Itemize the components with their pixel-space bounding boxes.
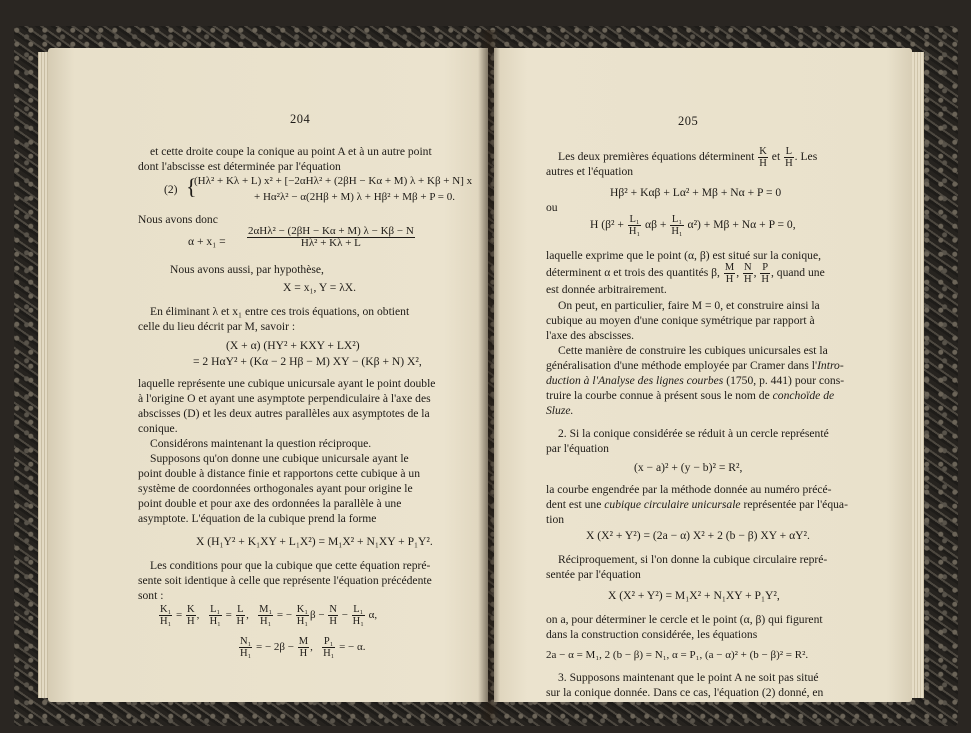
numerator: N bbox=[743, 262, 752, 273]
text-span: α²) + Mβ + Nα + P = 0, bbox=[687, 218, 796, 232]
text-line: sur la conique donnée. Dans ce cas, l'équation (2) donné, en bbox=[546, 686, 824, 699]
text-line: ou bbox=[546, 201, 558, 214]
numerator: L₁ bbox=[210, 604, 221, 615]
equation: X (X² + Y²) = (2a − α) X² + 2 (b − β) XY + αY². bbox=[586, 529, 810, 542]
equation-fraction bbox=[246, 226, 416, 249]
denominator: H bbox=[785, 158, 793, 169]
denominator: H₁ bbox=[352, 616, 364, 627]
book-spine-shadow bbox=[478, 30, 500, 720]
equation-fractions-row: $\frac{\text{N₁}}{\text{H₁}}$ = − 2β − $\frac{M}{H}$ , $\frac{\text{P₁}}{\text{H₁}}$ = − α. bbox=[240, 636, 366, 659]
text-span: . Les bbox=[794, 150, 818, 164]
text-line: Cette manière de construire les cubiques unicursales est la bbox=[558, 344, 828, 357]
text-line: à l'origine O et ayant une asymptote perpendiculaire à l'axe des bbox=[138, 392, 431, 405]
text-line: dans la construction considérée, les équations bbox=[546, 628, 758, 641]
numerator: L₁ bbox=[629, 214, 640, 225]
text-span: déterminent α et trois des quantités β, bbox=[546, 266, 720, 280]
text-line: par l'équation bbox=[546, 442, 609, 455]
equation: = 2 HαY² + (Kα − 2 Hβ − M) XY − (Kβ + N) X², bbox=[193, 355, 422, 368]
equation: + Hα²λ² − α(2Hβ + M) λ + Hβ² + Mβ + P = 0. bbox=[254, 191, 455, 203]
denominator: H bbox=[236, 616, 245, 627]
text-line: Nous avons aussi, par hypothèse, bbox=[170, 263, 324, 276]
text-line: En éliminant λ et x₁ entre ces trois équations, on obtient bbox=[150, 305, 410, 318]
equation: X (H₁Y² + K₁XY + L₁X²) = M₁X² + N₁XY + P₁Y². bbox=[196, 535, 433, 548]
numerator: M bbox=[298, 636, 309, 647]
right-page bbox=[494, 48, 912, 702]
denominator: H₁ bbox=[323, 648, 335, 659]
denominator: H bbox=[759, 158, 767, 169]
equation-mid: = − 2β − bbox=[256, 641, 294, 654]
equation: α + x₁ = bbox=[188, 235, 226, 248]
denominator: H bbox=[186, 616, 195, 627]
text-line: tion bbox=[546, 513, 565, 526]
numerator: L bbox=[785, 146, 793, 157]
text-line: On peut, en particulier, faire M = 0, et construire ainsi la bbox=[558, 299, 820, 312]
text-line: Sluze. bbox=[546, 404, 574, 417]
text-line: Les conditions pour que la cubique que cette équation repré- bbox=[150, 559, 431, 572]
equation: X (X² + Y²) = M₁X² + N₁XY + P₁Y², bbox=[608, 589, 780, 602]
text-span: représentée par l'équa- bbox=[740, 498, 848, 511]
text-line bbox=[546, 497, 848, 512]
numerator: N₁ bbox=[240, 636, 252, 647]
numerator: P bbox=[762, 262, 769, 273]
equation: (x − a)² + (y − b)² = R², bbox=[634, 461, 743, 474]
text-span: αβ + bbox=[645, 218, 667, 232]
numerator: K bbox=[186, 604, 195, 615]
text-line bbox=[546, 358, 844, 373]
numerator: N bbox=[329, 604, 337, 615]
denominator: H bbox=[761, 274, 769, 285]
equation: (Hλ² + Kλ + L) x² + [−2αHλ² + (2βH − Kα + M) λ + Kβ + N] x bbox=[194, 175, 473, 187]
equation: X = x₁, Y = λX. bbox=[283, 281, 357, 294]
numerator: L₁ bbox=[353, 604, 364, 615]
denominator: Hλ² + Kλ + L bbox=[300, 237, 361, 249]
denominator: H₁ bbox=[260, 616, 272, 627]
text-line bbox=[546, 373, 844, 388]
text-line: 3. Supposons maintenant que le point A ne soit pas situé bbox=[558, 671, 819, 684]
equation-tail: = − α. bbox=[339, 641, 366, 654]
text-line: laquelle représente une cubique unicursale ayant le point double bbox=[138, 377, 436, 390]
text-line: Considérons maintenant la question réciproque. bbox=[150, 437, 372, 450]
brace-glyph: { bbox=[186, 174, 197, 199]
text-line: la courbe engendrée par la méthode donnée au numéro précé- bbox=[546, 483, 832, 496]
equation: (X + α) (HY² + KXY + LX²) bbox=[226, 339, 360, 352]
text-line: asymptote. L'équation de la cubique prend la forme bbox=[138, 512, 377, 525]
numerator: M₁ bbox=[259, 604, 273, 615]
text-line: dont l'abscisse est déterminée par l'équation bbox=[138, 160, 341, 173]
text-line: on a, pour déterminer le cercle et le point (α, β) qui figurent bbox=[546, 613, 823, 626]
page-number: 205 bbox=[678, 114, 699, 128]
numerator: M bbox=[724, 262, 735, 273]
text-line: déterminent α et trois des quantités β, $\frac{M}{H}$ , $\frac{N}{H}$ , $\frac{P}{H}$ , quand une bbox=[546, 262, 825, 285]
equation: 2a − α = M₁, 2 (b − β) = N₁, α = P₁, (a − α)² + (b − β)² = R². bbox=[546, 649, 809, 661]
text-line: 2. Si la conique considérée se réduit à un cercle représenté bbox=[558, 427, 829, 440]
denominator: H₁ bbox=[209, 616, 221, 627]
text-span: et bbox=[771, 150, 781, 164]
denominator: H₁ bbox=[160, 616, 172, 627]
denominator: H bbox=[725, 274, 734, 285]
text-line: est donnée arbitrairement. bbox=[546, 283, 667, 296]
italic-span: duction à l'Analyse des lignes courbes bbox=[546, 374, 724, 387]
text-line: sont : bbox=[138, 589, 164, 602]
text-line: Réciproquement, si l'on donne la cubique circulaire repré- bbox=[558, 553, 828, 566]
equation: Hβ² + Kαβ + Lα² + Mβ + Nα + P = 0 bbox=[610, 186, 782, 199]
text-span: généralisation d'une méthode employée par Cramer dans l' bbox=[546, 359, 818, 372]
denominator: H₁ bbox=[240, 648, 252, 659]
text-line: laquelle exprime que le point (α, β) est situé sur la conique, bbox=[546, 249, 822, 262]
text-line: conique. bbox=[138, 422, 178, 435]
text-line: l'axe des abscisses. bbox=[546, 329, 635, 342]
denominator: H bbox=[329, 616, 337, 627]
left-page bbox=[48, 48, 488, 702]
italic-span: Intro- bbox=[817, 359, 844, 372]
denominator: H₁ bbox=[671, 226, 683, 237]
text-span: truire la courbe connue à présent sous le nom de bbox=[546, 389, 773, 402]
text-line: et cette droite coupe la conique au point A et à un autre point bbox=[150, 145, 432, 158]
italic-span: cubique circulaire unicursale bbox=[604, 498, 741, 511]
denominator: H bbox=[299, 648, 308, 659]
text-span: H (β² + bbox=[590, 218, 624, 232]
denominator: H bbox=[743, 274, 752, 285]
page-number: 204 bbox=[290, 112, 311, 126]
text-line: sente soit identique à celle que représente l'équation précédente bbox=[138, 574, 432, 587]
equation-label: (2) bbox=[164, 183, 178, 196]
numerator: K₁ bbox=[296, 604, 309, 615]
text-span: , quand une bbox=[770, 266, 825, 280]
text-line bbox=[546, 388, 834, 403]
numerator: K₁ bbox=[160, 604, 172, 615]
italic-span: conchoïde de bbox=[772, 389, 835, 402]
equation-tail: α, bbox=[368, 609, 378, 622]
text-span: dent est une bbox=[546, 498, 605, 511]
text-line: système de coordonnées orthogonales ayant pour origine le bbox=[138, 482, 413, 495]
numerator: K bbox=[759, 146, 767, 157]
denominator: H₁ bbox=[296, 616, 309, 627]
text-span: (1750, p. 441) pour cons- bbox=[723, 374, 845, 387]
text-line: sentée par l'équation bbox=[546, 568, 641, 581]
numerator: P₁ bbox=[323, 636, 334, 647]
numerator: L bbox=[237, 604, 244, 615]
text-line: abscisses (D) et les deux autres parallèles aux asymptotes de la bbox=[138, 407, 430, 420]
equation bbox=[590, 214, 796, 237]
denominator: H₁ bbox=[628, 226, 641, 237]
numerator: L₁ bbox=[671, 214, 682, 225]
text-span: Les deux premières équations déterminent bbox=[558, 150, 755, 164]
text-line: point double à distance finie et rapportons cette cubique à un bbox=[138, 467, 421, 480]
text-line: autres et l'équation bbox=[546, 165, 634, 178]
text-line: point double et pour axe des ordonnées la parallèle à une bbox=[138, 497, 402, 510]
text-line: cubique au moyen d'une conique symétrique par rapport à bbox=[546, 314, 815, 327]
text-line: Supposons qu'on donne une cubique unicursale ayant le bbox=[150, 452, 409, 465]
equation-fractions-row: $\frac{\text{K₁}}{\text{H₁}}$ = $\frac{K}{H}$ , $\frac{\text{L₁}}{\text{H₁}}$ = $\frac{L}{H}$ , $\frac{\text{M₁}}{\text{H₁}}$ = − $\frac{\text{K₁}}{\text{H₁}}$ β − $\frac{N}{H}$ − $\frac{\text{L₁}}{\text{H₁}}$ α, bbox=[160, 604, 378, 627]
text-line: Nous avons donc bbox=[138, 213, 218, 226]
numerator: 2αHλ² − (2βH − Kα + M) λ − Kβ − N bbox=[248, 225, 414, 237]
text-line: celle du lieu décrit par M, savoir : bbox=[138, 320, 296, 333]
